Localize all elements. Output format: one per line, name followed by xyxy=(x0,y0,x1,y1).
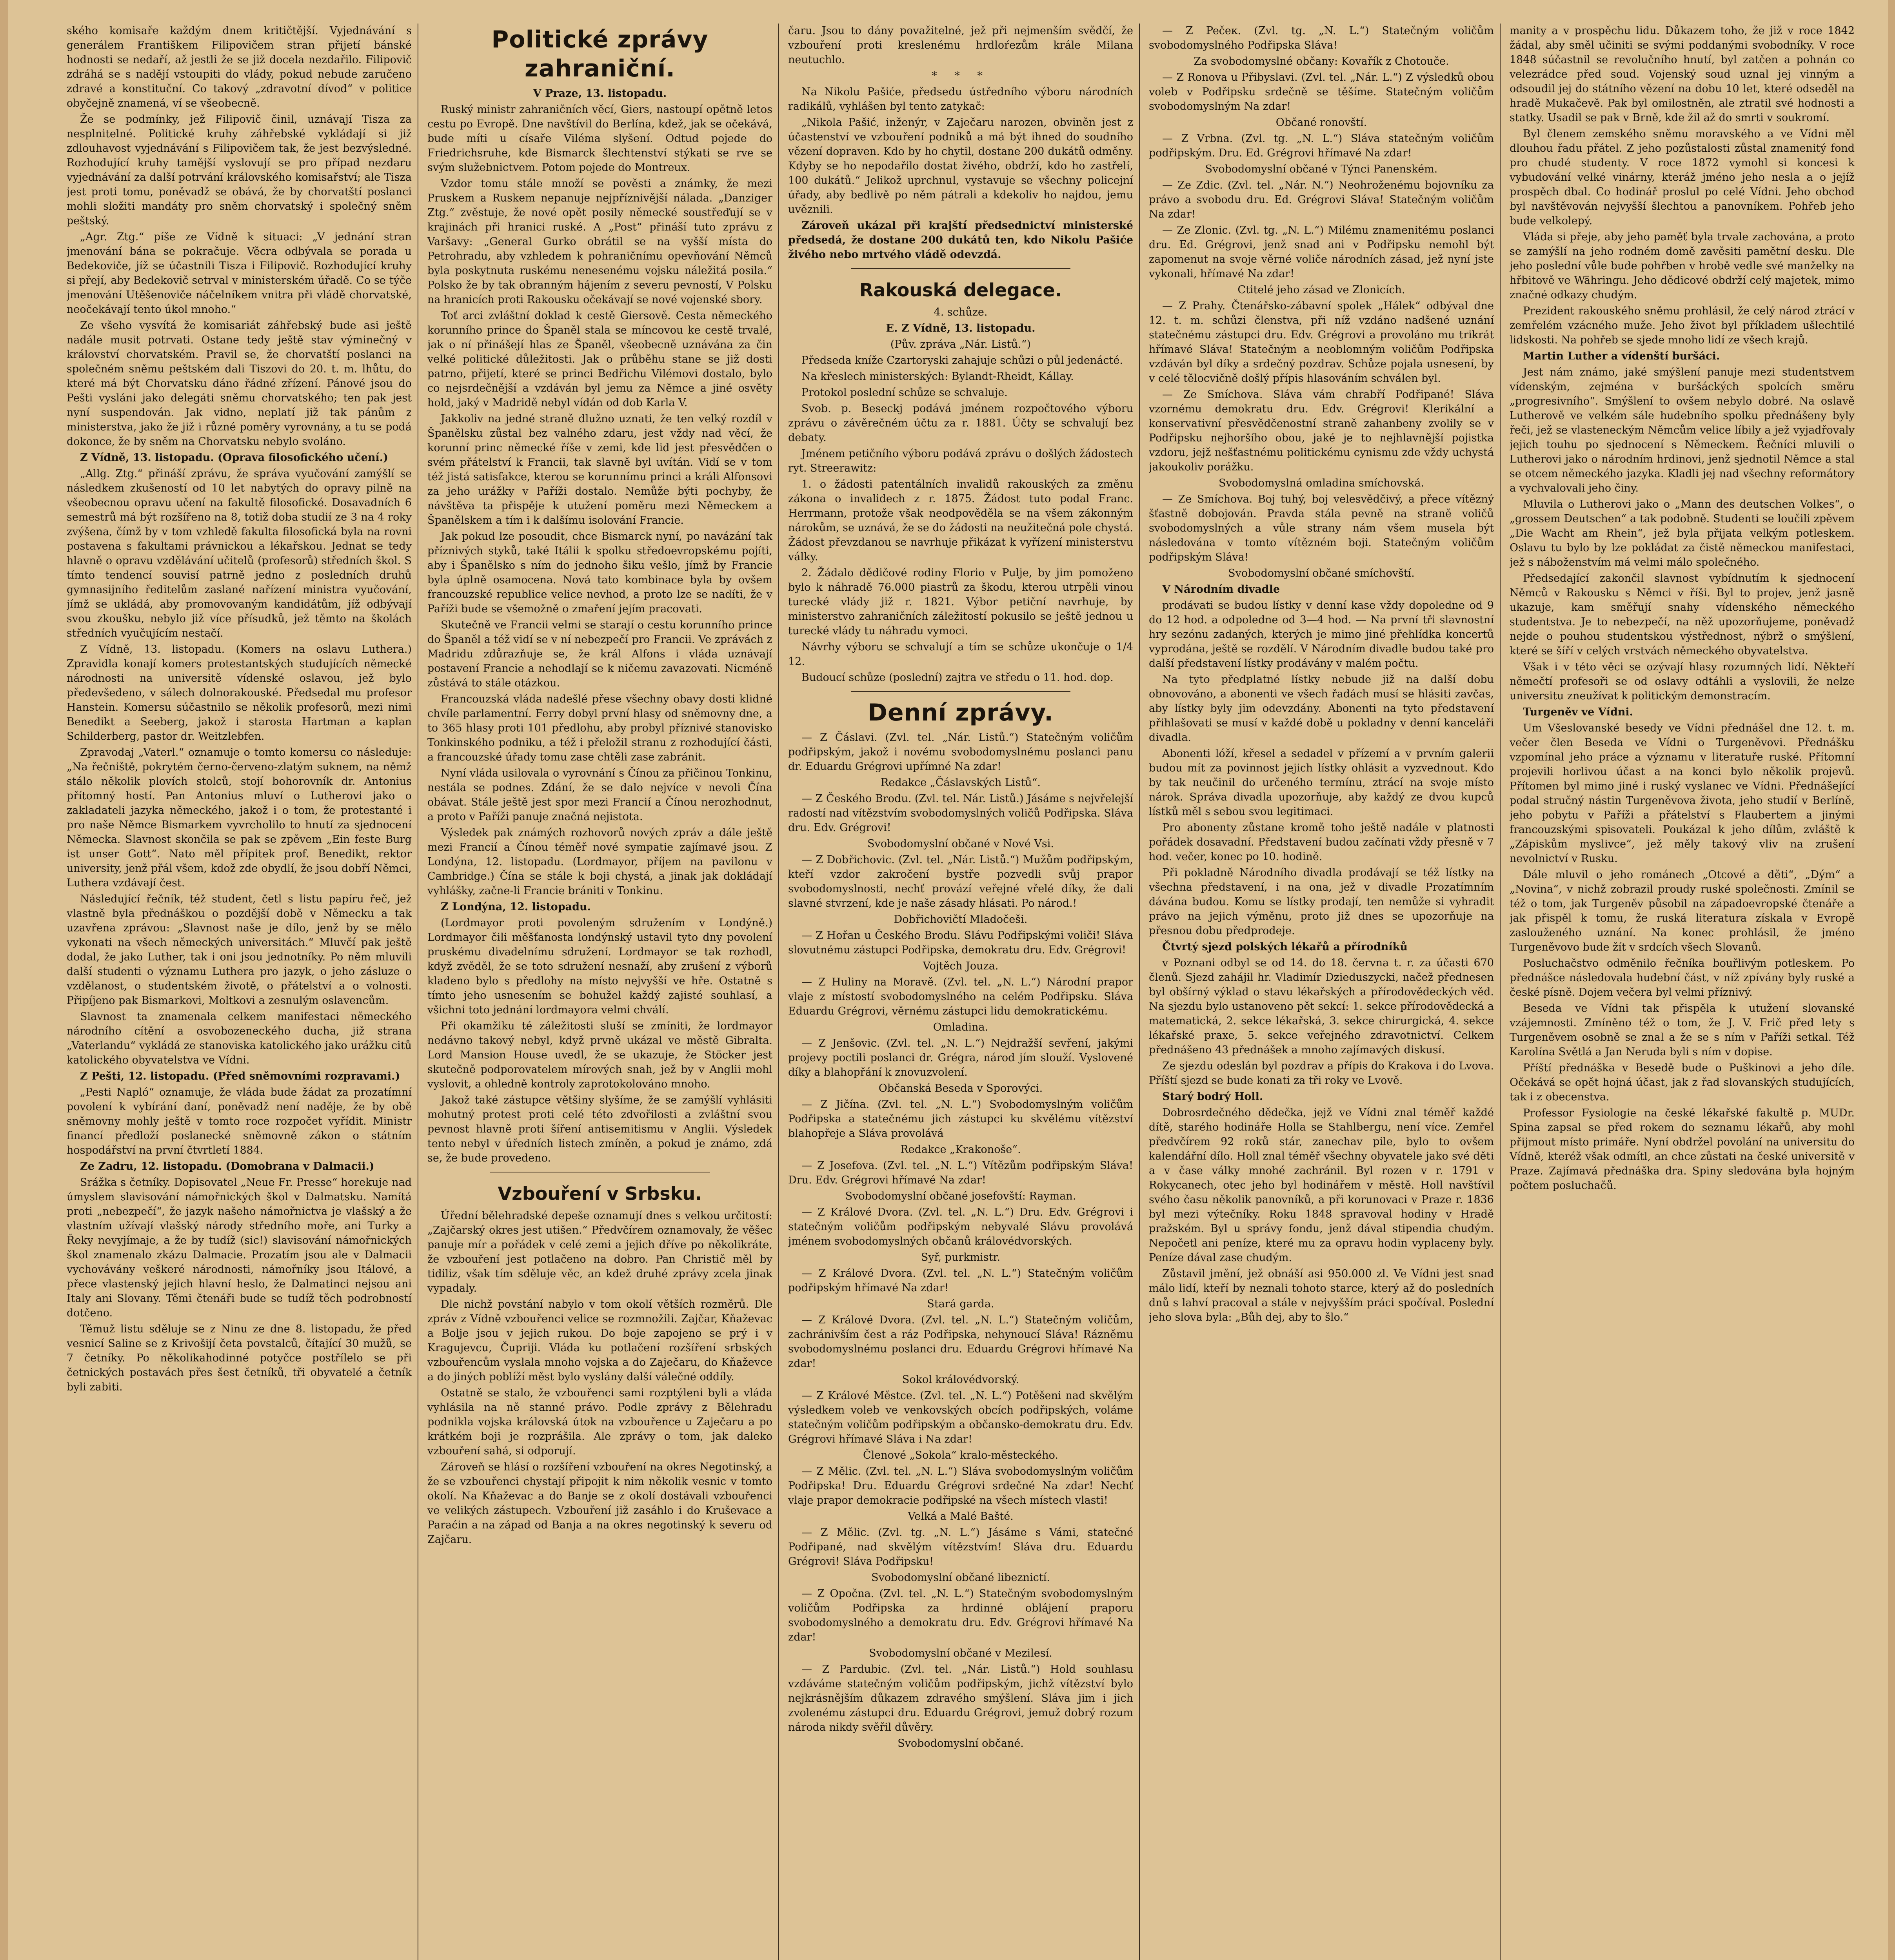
article-paragraph: Předsedající zakončil slavnost vybídnutím k sjednocení Němců v Rakousku s Němci v říši. Byl to projev, jenž jasně ukazuje, kam směřují snahy vídenského německého studentstva. Je to nebezpečí, na něž upozorňujeme, poněvadž nejde o pouhou studentskou výstřednost, nýbrž o smýšlení, které se šíří v celých vrstvách německého obyvatelstva. xyxy=(1510,572,1855,657)
telegram-item: — Z Dobřichovic. (Zvl. tel. „Nár. Listů.“) Mužům podřipským, kteří vzdor zakročení bystře pozvedli svůj prapor svobodomyslnosti, nechť provází veřejné vřelé díky, že dali slavné stvrzení, kde je naše zásady hlásati. Po národ.! xyxy=(788,854,1133,909)
article-paragraph: Zůstavil jmění, jež obnáší asi 950.000 zl. Ve Vídni jest snad málo lidí, kteří by neznali tohoto starce, který až do posledních dnů s lahví pracoval a stále v nejvyšším práci spočíval. Poslední jeho slova byla: „Bůh dej, aby to šlo.“ xyxy=(1149,1268,1494,1323)
article-paragraph: Zpravodaj „Vaterl.“ oznamuje o tomto komersu co následuje: „Na řečniště, pokrytém černo-červeno-zlatým suknem, na němž stálo několik plovích stolců, stojí bohorovník dr. Antonius přítomný hostí. Pan Antonius mluví o Lutherovi jako o zakladateli jazyka německého, jakož i o tom, že protestanté i pro naše Němce Bismarkem vyvrcholilo to hnutí za sjednocení Německa. Slavnost skončila se pak se zpěvem „Ein feste Burg ist unser Gott“. Nato měl přípitek prof. Benedikt, rektor university, jenž přál všem, kdož zde obydlí, že jsou dobří Němci, Luthera vzdávají čest. xyxy=(67,746,412,889)
column-2 xyxy=(427,24,772,1960)
article-paragraph: 1. o žádosti patentálních invalidů rakouských za změnu zákona o invalidech z r. 1875. Žádost tuto podal Franc. Herrmann, protože však neodpověděla se na všem zákonným nárokům, se uznává, že se do žádosti na neužitečná pole chystá. Žádost převzdanou se navrhuje přikázat k vyřízení ministerstvu války. xyxy=(788,478,1133,563)
article-paragraph: Předseda kníže Czartoryski zahajuje schůzi o půl jedenácté. xyxy=(801,354,1123,367)
article-paragraph: Posluchačstvo odměnilo řečníka bouřlivým potleskem. Po přednášce následovala hudební část, v níž zpívány byly ruské a české písně. Dojem večera byl velmi příznivý. xyxy=(1510,957,1855,998)
article-paragraph: Jakkoliv na jedné straně dlužno uznati, že ten velký rozdíl v Španělsku zůstal bez valného zdaru, jest vždy nad věcí, že korunní princ německé říše v zemi, kde lid jest přesvědčen o svém přátelství k Francii, tak slavně byl uvítán. Vidí se v tom též jistá satisfakce, kterou se korunnímu princi a králi Alfonsovi za jeho urážky v Paříži dostalo. Nemůže býti pochyby, že návštěva ta přispěje k utužení poměru mezi Německem a Španělskem a tím i k dalšímu isolování Francie. xyxy=(427,413,772,526)
telegram-item: — Z Mělic. (Zvl. tel. „N. L.“) Sláva svobodomyslným voličům Podřipska! Dru. Eduardu Grégrovi srdečné Na zdar! Nechť vlaje prapor demokracie podřipské na všech místech vlasti! xyxy=(788,1465,1133,1506)
column-1 xyxy=(67,24,412,1960)
telegram-signature: Svobodomyslní občané. xyxy=(898,1737,1024,1749)
telegram-signature: Sokol královédvorský. xyxy=(902,1374,1019,1386)
telegram-signature: Redakce „Čáslavských Listů“. xyxy=(881,777,1041,789)
telegram-item: — Ze Smíchova. Boj tuhý, boj velesvědčivý, a přece vítězný šťastně dobojován. Pravda stála pevně na straně voličů svobodomyslných a vůle strany nám všem musela být následována v tomto vítězném boji. Statečným voličům podřipským Sláva! xyxy=(1149,493,1494,563)
article-paragraph: Při okamžiku té záležitosti sluší se zmíniti, že lordmayor nedávno takový nebyl, když prvně ukázal ve městě Gibralta. Lord Mansion House uvedl, že se ukazuje, že Stöcker jest skutečně podporovatelem mírových snah, jež by v Anglii mohl vyslovit, a ohledně kontroly zaprotokolováno mnoho. xyxy=(427,1020,772,1090)
telegram-item: — Z Ronova u Přibyslavi. (Zvl. tel. „Nár. L.“) Z výsledků obou voleb v Podřipsku srdečně se těšíme. Statečným voličům svobodomyslným Na zdar! xyxy=(1149,71,1494,113)
article-paragraph: Svob. p. Beseckj podává jménem rozpočtového výboru zprávu o závěrečném účtu za r. 1881. Účty se schvalují bez debaty. xyxy=(788,403,1133,444)
telegram-signature: Omladina. xyxy=(933,1021,988,1033)
telegram-signature: Svobodomyslní občané smíchovští. xyxy=(1228,567,1415,579)
telegram-signature: Svobodomyslní občané josefovští: Rayman. xyxy=(845,1190,1076,1202)
article-paragraph: Nyní vláda usilovala o vyrovnání s Čínou za přičinou Tonkinu, nestála se podnes. Zdání, že se dalo nejvíce v nevoli Čína obávat. Stále ještě jest spor mezi Francií a Čínou nerozhodnut, a proto v Paříži panuje značná nejistota. xyxy=(427,767,772,823)
asterisk-divider: * * * xyxy=(932,70,990,82)
article-paragraph: Jménem petičního výboru podává zprávu o došlých žádostech ryt. Streerawitz: xyxy=(788,448,1133,474)
dateline: E. Z Vídně, 13. listopadu. xyxy=(886,322,1036,334)
article-paragraph: Návrhy výboru se schvalují a tím se schůze ukončuje o 1/4 12. xyxy=(788,641,1133,668)
article-paragraph: 2. Žádalo dědičové rodiny Florio v Pulje, by jim pomoženo bylo k náhradě 76.000 piastrů za škodu, kterou utrpěli vinou turecké vlády již r. 1821. Výbor petiční navrhuje, by ministerstvo zahraničních záležitostí pokusilo se ještě jednou u turecké vlády tu náhradu vymoci. xyxy=(788,567,1133,637)
article-paragraph: Při pokladně Národního divadla prodávají se též lístky na všechna představení, i na ona, jež v divadle Prozatímním dávána budou. Komu se lístky prodají, ten nemůže si vyhradit právo na jejich výměnu, proto již dnes se upozorňuje na přesnou dobu předprodeje. xyxy=(1149,867,1494,937)
telegram-item: — Z Jenšovic. (Zvl. tel. „N. L.“) Nejdražší sevření, jakými projevy poctili poslanci dr. Grégra, národ jím slouží. Vyslovené díky a blahopřání k znovuzvolení. xyxy=(788,1037,1133,1078)
article-paragraph: Však i v této věci se ozývají hlasy rozumných lidí. Někteří němečtí profesoři se od oslavy odtáhli a vyslovili, že nelze universitu zneužívat k politickým demonstracím. xyxy=(1510,661,1855,702)
article-paragraph: Příští přednáška v Besedě bude o Puškinovi a jeho díle. Očekává se opět hojná účast, jak z řad slovanských studujících, tak i z obecenstva. xyxy=(1510,1062,1855,1103)
separator-rule xyxy=(851,691,1070,692)
telegram-item: — Z Králové Městce. (Zvl. tel. „N. L.“) Potěšeni nad skvělým výsledkem voleb ve venkovských obcích podřipských, voláme statečným voličům podřipským a občansko-demokratu dru. Edv. Grégrovi hřímavé Sláva i Na zdar! xyxy=(788,1390,1133,1445)
news-item-heading: Turgeněv ve Vídni. xyxy=(1523,706,1633,718)
article-paragraph: Ostatně se stalo, že vzbouřenci sami rozptýleni byli a vláda vyhlásila na ně stanné právo. Podle zprávy z Bělehradu podnikla vojska královská útok na vzbouřence u Zaječaru a po krátkém boji je rozprášila. Ale zprávy o tom, jak daleko vzbouření sahá, si odporují. xyxy=(427,1387,772,1457)
telegram-item: — Z Jičína. (Zvl. tel. „N. L.“) Svobodomyslným voličům Podřipska a statečnému jich zástupci ku skvělému vítězství blahopřeje a Sláva provolává xyxy=(788,1098,1133,1140)
article-paragraph: Slavnost ta znamenala celkem manifestaci německého národního cítění a osvobozeneckého ducha, již strana „Vaterlandu“ vykládá ze stanoviska katolického jako urážku citů katolického obyvatelstva ve Vídni. xyxy=(67,1011,412,1066)
telegram-item: — Z Josefova. (Zvl. tel. „N. L.“) Vítězům podřipským Sláva! Dru. Edv. Grégrovi hřímavé Na zdar! xyxy=(788,1160,1133,1186)
telegram-signature: Vojtěch Jouza. xyxy=(923,960,999,972)
telegram-item: — Z Hořan u Českého Brodu. Slávu Podřipskými voliči! Sláva slovutnému zástupci Podřipska, demokratu dru. Edv. Grégrovi! xyxy=(788,929,1133,956)
article-paragraph: Z Vídně, 13. listopadu. (Komers na oslavu Luthera.) Zpravidla konají komers protestantských studujících německé národnosti na universitě vídenské oslavou, jež bylo předevšedeno, v sálech dolnorakouské. Předsedal mu profesor Hanstein. Komersu súčastnilo se několik profesorů, mezi nimi Benedikt a Seeberg, jakož i starosta Hartman a kaplan Schilderberg, pastor dr. Weitzlebfen. xyxy=(67,643,412,742)
telegram-signature: Svobodomyslní občané v Týnci Panenském. xyxy=(1205,163,1438,175)
article-paragraph: Jak pokud lze posoudit, chce Bismarck nyní, po navázání tak příznivých styků, také Itálii k spolku středoevropskému pojíti, aby i Španělsko s ním do jednoho šiku vešlo, jímž by Francie byla úplně osamocena. Nová tato kombinace byla by ovšem francouzské republice velice nevhod, a proto lze se nadíti, že v Paříži bude se všemožně o zmaření jejím pracovati. xyxy=(427,530,772,615)
dateline-heading: Z Londýna, 12. listopadu. xyxy=(441,901,591,913)
telegram-signature: Za svobodomyslné občany: Kovařík z Chotouče. xyxy=(1194,55,1449,67)
article-paragraph: (Lordmayor proti povoleným sdružením v Londýně.) Lordmayor čili měšťanosta londýnský ustavil tyto dny povolení pruskému divadelnímu sdružení. Lordmayor se tak rozhodl, když zvěděl, že se toto sdružení nesnaží, aby zrušení z výborů kladeno bylo s předlohy na místo nejvyšší ve hře. Ostatně s tímto jeho usnesením se bohužel každý zajisté souhlasí, a všichni toto jednání lordmayora velmi chválí. xyxy=(427,917,772,1016)
article-paragraph: Jakož také zástupce většiny slyšíme, že se zamýšlí vyhlásiti mohutný protest proti celé této zdvořilosti a zvláštní svou pevnost hlavně proti šíření antisemitismu v Anglii. Výsledek tento nebyl v úředních listech zmíněn, a pokud je známo, zdá se, že bude provedeno. xyxy=(427,1094,772,1164)
dateline-heading: Z Pešti, 12. listopadu. (Před sněmovními rozpravami.) xyxy=(80,1070,400,1082)
article-paragraph: Mluvila o Lutherovi jako o „Mann des deutschen Volkes“, o „grossem Deutschen“ a tak podobně. Studenti se loučili zpěvem „Die Wacht am Rhein“, jež byla přijata velkým potleskem. Oslavu tu bylo by lze pokládat za čistě německou manifestaci, jež s náboženstvím má velmi málo společného. xyxy=(1510,498,1855,568)
telegram-item: — Z Opočna. (Zvl. tel. „N. L.“) Statečným svobodomyslným voličům Podřipska za hrdinné oblájení praporu svobodomyslného a demokratu dru. Edv. Grégrovi hřímavé Na zdar! xyxy=(788,1588,1133,1643)
source-note: (Pův. zpráva „Nár. Listů.“) xyxy=(890,338,1031,350)
article-paragraph: Jest nám známo, jaké smýšlení panuje mezi studentstvem vídenským, zejména v buršáckých spolcích směru „progresivního“. Smýšlení to ovšem nebylo dobré. Na oslavě Lutherově ve velkém sále hudebního spolku přednášeny byly řeči, jež se vlasteneckým Němcům velice líbily a jež vyjadřovaly jejich touhu po sjednocení s Německem. Řečníci mluvili o Lutherovi jako o národním hrdinovi, jenž sjednotil Němce a stal se otcem německého jazyka. Kladli jej nad všechny reformátory a vychvalovali jeho činy. xyxy=(1510,366,1855,494)
telegram-item: — Ze Zlonic. (Zvl. tg. „N. L.“) Milému znamenitému poslanci dru. Ed. Grégrovi, jenž snad ani v Podřipsku nemohl být zapomenut na svoje věrné voliče národních zásad, jež nyní jste vykonali, hřímavé Na zdar! xyxy=(1149,224,1494,280)
article-paragraph: Vzdor tomu stále množí se pověsti a známky, že mezi Pruskem a Ruskem nepanuje nejpříznivější nálada. „Danziger Ztg.“ zvěstuje, že nové opět posily německé soustřeďují se v krajinách při hranici ruské. A „Post“ přináší tuto zprávu z Varšavy: „General Gurko obrátil se na vyšší místa do Petrohradu, aby vzhledem k pohraničnímu opevňování Němců byla poskytnuta ruskému nenesenému vojsku náležitá posila.“ Polsko že by tak obranným hájením z severu pevností, V Polsku na hranicích proti Rakousku očekávají se nové vojenské sbory. xyxy=(427,178,772,306)
news-item-heading: Starý bodrý Holl. xyxy=(1162,1091,1263,1103)
section-title-foreign-news: Politické zprávy zahraniční. xyxy=(491,26,709,82)
article-paragraph: Dobrosrdečného dědečka, jejž ve Vídni znal téměř každé dítě, starého hodináře Holla se Stahlbergu, není více. Zemřel předvčírem 92 roků stár, zanechav pile, bylo to ovšem kalendářní dílo. Holl znal téměř všechny obyvatele jako své děti a v čase války mnohé zachránil. Byl rozen v r. 1791 v Rokycanech, otec jeho byl hodinářem v městě. Holl navštívil svého času několik panovníků, a při korunovaci v Praze r. 1836 byl mezi výtečníky. Roku 1848 spravoval hodiny v Hradě pražském. Byl u správy fondu, jenž dával stipendia chudým. Nepočetl ani peníze, které mu za opravu hodin vyplaceny byly. Peníze dával zase chudým. xyxy=(1149,1107,1494,1264)
newspaper-page xyxy=(8,0,1888,1960)
telegram-signature: Svobodomyslní občané v Nové Vsi. xyxy=(867,838,1054,850)
sitting-number: 4. schůze. xyxy=(934,306,988,318)
article-paragraph: Ruský ministr zahraničních věcí, Giers, nastoupí opětně letos cestu po Evropě. Dne navštívil do Berlína, kdež, jak se očekává, bude míti u císaře Viléma slyšení. Odtud pojede do Friedrichsruhe, kde Bismarck šlechtenství stýkati se rve se svým služebnictvem. Potom pojede do Montreux. xyxy=(427,103,772,174)
telegram-signature: Členové „Sokola“ kralo-městeckého. xyxy=(863,1449,1059,1461)
article-paragraph: v Poznani odbyl se od 14. do 18. června t. r. za účasti 670 členů. Sjezd zahájil hr. Vladimír Dzieduszycki, načež přednesen byl obšírný výklad o stavu lékařských a přírodovědeckých věd. Na sjezdu bylo ustanoveno pět sekcí: 1. sekce přírodovědecká a matematická, 2. sekce lékařská, 3. sekce chirurgická, 4. sekce lékařské praxe, 5. sekce veřejného zdravotnictví. Celkem přednášeno 43 přednášek a mnoho zajímavých diskusí. xyxy=(1149,957,1494,1056)
dateline-heading: Z Vídně, 13. listopadu. (Oprava filosofického učení.) xyxy=(80,452,388,464)
article-paragraph: „Allg. Ztg.“ přináší zprávu, že správa vyučování zamýšlí se následkem zkušeností od 10 let nabytých do opravy pilně na všeobecnou opravu učení na fakultě filosofické. Dosavadních 6 semestrů má být rozšířeno na 8, totiž doba studií ze 3 na 4 roky zvýšena, čímž by v tom vzhledě fakulta filosofická byla na rovni postavena s fakultami právnickou a lékařskou. Jednat se tedy hlavně o opravu vzdělávání učitelů (profesorů) středních škol. S tímto tendencí souvisí patrně jedno z posledních druhů gymnasijního ředitelům zaslané nařízení ministra vyučování, jímž se ukládá, aby promovovaným kandidátům, jíž odbývají svou zkoušku, nebylo již více přísudků, jež těmto na školách středních vyučujícím nestačí. xyxy=(67,468,412,639)
article-paragraph: Pro abonenty zůstane kromě toho ještě nadále v platnosti pořádek dosavadní. Představení budou začínati vždy přesně v 7 hod. večer, konec po 10. hodině. xyxy=(1149,822,1494,863)
dateline: V Praze, 13. listopadu. xyxy=(533,87,667,100)
article-paragraph: Na křeslech ministerských: Bylandt-Rheidt, Kállay. xyxy=(801,370,1074,383)
dateline-heading: Ze Zadru, 12. listopadu. (Domobrana v Dalmacii.) xyxy=(80,1160,374,1172)
article-paragraph: „Nikola Pašić, inženýr, v Zaječaru narozen, obviněn jest z účastenství ve vzbouření podniků a má být ihned do soudního vězení dopraven. Kdo by ho chytil, dostane 200 dukátů odměny. Kdyby se ho nepodařilo dostat živého, obdrží, kdo ho zastřelí, 100 dukátů.“ Jelikož uprchnul, vystavuje se všechny policejní úřady, aby bedlivě po něm pátrali a kdekoliv ho najdou, jemu uvěznili. xyxy=(788,116,1133,216)
column-5 xyxy=(1510,24,1855,1960)
column-4 xyxy=(1149,24,1494,1960)
article-paragraph: „Pesti Napló“ oznamuje, že vláda bude žádat za prozatímní povolení k vybírání daní, poněvadž není naděje, že by obě sněmovny mohly ještě v tomto roce rozpočet vyřídit. Ministr financí předloží poslanecké sněmovně zákon o státním hospodářství na první čtvrtletí 1884. xyxy=(67,1086,412,1156)
telegram-signature: Občanská Beseda v Sporovýci. xyxy=(878,1082,1043,1094)
article-paragraph: ského komisaře každým dnem kritičtější. Vyjednávání s generálem Františkem Filipovičem stran přijetí bánské hodnosti se nedaří, až jestli že se již docela nezdařilo. Filipovič zdráhá se s nadějí vstoupiti do vlády, pokud nebude zaručeno zdravé a konstituční. Co takový „zdravotní dívod“ v politice obyčejně znamená, ví se všeobecně. xyxy=(67,25,412,109)
telegram-item: — Z Čáslavi. (Zvl. tel. „Nár. Listů.“) Statečným voličům podřipským, jakož i novému svobodomyslnému poslanci panu dr. Eduardu Grégrovi upřímné Na zdar! xyxy=(788,731,1133,773)
article-paragraph: Toť arci zvláštní doklad k cestě Giersově. Cesta německého korunního prince do Španěl stala se míncovou ke cestě trvalé, jak o ní přinášejí hlas ze Španěl, všeobecně uznávána za čin velké politické důležitosti. Jak o průběhu stane se již dosti patrno, přijetí, které se princi Bedřichu Vilémovi dostalo, bylo co nejsrdečnější a vzdáván byl jemu za Němce a jiné osvěty hold, jaký v Madridě nebyl vídán od dob Karla V. xyxy=(427,310,772,409)
telegram-signature: Syř, purkmistr. xyxy=(921,1251,1001,1263)
article-paragraph: Na tyto předplatné lístky nebude již na další dobu obnovováno, a abonenti ve všech řadách musí se hlásiti zavčas, aby lístky byly jim odevzdány. Abonenti na tyto představení přihlašovati se musí v každé době u pokladny v denní kanceláři divadla. xyxy=(1149,673,1494,744)
section-title-daily-news: Denní zprávy. xyxy=(868,699,1054,726)
telegram-signature: Svobodomyslní občané libeznictí. xyxy=(871,1572,1050,1584)
article-paragraph: Dle nichž povstání nabylo v tom okolí větších rozměrů. Dle zpráv z Vídně vzbouřenci velice se rozmnožili. Zajčar, Kňaževac a Bolje jsou v jejich rukou. Do boje zapojeno se prý i v Kragujevcu, Čupriji. Vláda ku potlačení rozšíření srbských vzbouřencům vyslala mnoho vojska a do Zaječaru, do Kňaževce a do jiných poblíží měst bylo vyslány další válečné oddíly. xyxy=(427,1298,772,1383)
article-paragraph: manity a v prospěchu lidu. Důkazem toho, že již v roce 1842 žádal, aby směl učiniti se svými poddanými svobodníky. V roce 1848 súčastnil se revolučního hnutí, byl zatčen a pohnán co velezrádce před soud. Vojenský soud uznal jej vinným a odsoudil jej do státního vězení na dobu 10 let, které odseděl na hradě Mukačevě. Pak byl omilostněn, ale ztratil své hodnosti a statky. Usadil se pak v Brně, kde žil až do smrti v soukromí. xyxy=(1510,25,1855,124)
telegram-item: — Z Králové Dvora. (Zvl. tel. „N. L.“) Statečným voličům podřipským hřímavé Na zdar! xyxy=(788,1267,1133,1294)
column-rule xyxy=(1500,24,1501,1960)
telegram-item: — Z Prahy. Čtenářsko-zábavní spolek „Hálek“ odbýval dne 12. t. m. schůzi členstva, při níž vzdáno nadšené uznání statečnému zástupci dru. Edv. Grégrovi a provoláno mu trikrát hřímavé Sláva! Statečným a neoblomným voličům Podřipska vzdáván byl díky a srdečný pozdrav. Schůze pojala usnesení, by v celé tělocvičně došlý přípis hlasováním schválen byl. xyxy=(1149,300,1494,385)
telegram-item: — Z Králové Dvora. (Zvl. tel. „N. L.“) Statečným voličům, zachránivším čest a ráz Podřipska, nehynoucí Sláva! Rázněmu svobodomyslnému poslanci dru. Eduardu Grégrovi hřímavé Na zdar! xyxy=(788,1314,1133,1370)
article-paragraph: Budoucí schůze (poslední) zajtra ve středu o 11. hod. dop. xyxy=(801,671,1114,684)
article-paragraph: Následující řečník, též student, četl s listu papíru řeč, jež vlastně byla přednáškou o pozdější době v Německu a tak uzavřena zprávou: „Slavnost naše je dílo, jenž by se mělo vykonati na všech německých universitách.“ Mluvčí pak ještě dodal, že jako Luther, tak i oni jsou jednotníky. Po něm mluvili další studenti o významu Luthera pro jazyk, o jeho zásluze o vzdělanost, o studentském životě, o přátelství a o volnosti. Připíjeno pak Bismarkovi, Moltkovi a zesnulým oslavencům. xyxy=(67,893,412,1007)
article-paragraph: Na Nikolu Pašiće, předsedu ústředního výboru národních radikálů, vyhlášen byl tento zatykač: xyxy=(788,86,1133,113)
article-paragraph: Srážka s četníky. Dopisovatel „Neue Fr. Presse“ horekuje nad úmyslem slavisování námořnických škol v Dalmatsku. Namítá proti „nebezpečí“, že jazyk našeho námořnictva je vlašský a že vlastním užívají vlašský národy středního moře, ani Turky a Řeky nevyjímaje, a že by tudíž (sic!) slavisování námořnických škol znamenalo zkázu Dalmacie. Prozatím jsou ale v Dalmacii vychovávány veškeré národnosti, námořníky jsou Itálové, a přece vlastenský jejich hlavní heslo, že Dalmatinci nejsou ani Italy ani Slovany. Těmi čtenáři bude se tudíž těch podrobností dotčeno. xyxy=(67,1176,412,1319)
news-item-heading: Martin Luther a vídenští buršáci. xyxy=(1523,350,1720,362)
telegram-item: — Z Králové Dvora. (Zvl. tel. „N. L.“) Dru. Edv. Grégrovi i statečným voličům podřipským nebyvalé Slávu provolává jménem svobodomyslných občanů královédvorských. xyxy=(788,1206,1133,1247)
separator-rule xyxy=(851,268,1070,269)
article-paragraph: Zároveň ukázal při krajští předsednictví ministerské předsedá, že dostane 200 dukátů ten, kdo Nikolu Pašiće živého nebo mrtvého vládě odevzdá. xyxy=(788,220,1133,261)
article-paragraph: Skutečně ve Francii velmi se starají o cestu korunního prince do Španěl a též vidí se v ní nebezpečí pro Francii. Ve zprávách z Madridu zdůrazňuje se, že král Alfons i vláda uznávají postavení Francie a nehodlají se k ničemu zavazovati. Nicméně zůstává to stále otázkou. xyxy=(427,619,772,689)
article-paragraph: Úřední bělehradské depeše oznamují dnes s velkou určitostí: „Zajčarský okres jest utišen.“ Předvčírem oznamovaly, že věšec panuje mír a pořádek v celé zemi a jejich dříve po několikráte, že vzbouření jest potlačeno na dobro. Pan Christič měl by tidiliz, však tím sděluje věc, an kdež druhé zprávy zcela jinak vypadaly. xyxy=(427,1210,772,1294)
telegram-item: — Z Českého Brodu. (Zvl. tel. Nár. Listů.) Jásáme s nejvřelejší radostí nad vítězstvím svobodomyslných voličů Podřipska. Sláva dru. Edv. Grégrovi! xyxy=(788,793,1133,834)
telegram-signature: Stará garda. xyxy=(927,1298,994,1310)
article-paragraph: Těmuž listu sděluje se z Ninu ze dne 8. listopadu, že před vesnicí Saline se z Krivošijí četa povstalců, čítající 30 mužů, se 7 četníky. Po několikahodinné potyčce postřílelo se při četnických postavách přes šest četníků, tři obyvatelé a četník byli zabiti. xyxy=(67,1323,412,1393)
article-paragraph: Že se podmínky, jež Filipovič činil, uznávají Tisza za nesplnitelné. Politické kruhy záhřebské vykládají si již zdlouhavost vyjednávání s Filipovičem tak, že jest bezvýsledné. Rozhodující kruhy tamější vyslovují se pro případ nezdaru vyjednávání za další potrvání královského komisařství; ale Tisza jest proti tomu, poněvadž se obává, že by chorvatští poslanci mohli složiti mandáty pro sněm chorvatský i společný sněm peštský. xyxy=(67,113,412,227)
column-rule xyxy=(778,24,779,1960)
article-paragraph: „Agr. Ztg.“ píše ze Vídně k situaci: „V jednání stran jmenování bána se pokračuje. Věcra odbývala se porada u Bedekoviče, jíž se účastnili Tisza i Filipovič. Rozhodující kruhy si přejí, aby Bedekovič setrval v ministerském úřadě. Co se týče jmenování Utěšenoviče náčelníkem vnitra při vládě chorvatské, neočekávají tento úkol mnoho.“ xyxy=(67,231,412,316)
article-paragraph: Ze sjezdu odeslán byl pozdrav a přípis do Krakova i do Lvova. Příští sjezd se bude konati za tři roky ve Lvově. xyxy=(1149,1060,1494,1087)
telegram-signature: Svobodomyslní občané v Mezilesí. xyxy=(869,1647,1052,1659)
telegram-signature: Občané ronovští. xyxy=(1275,116,1367,129)
telegram-item: — Z Vrbna. (Zvl. tg. „N. L.“) Sláva statečným voličům podřipským. Dru. Ed. Grégrovi hřímavé Na zdar! xyxy=(1149,132,1494,159)
article-paragraph: Prezident rakouského sněmu prohlásil, že celý národ ztrácí v zemřelém vzácného muže. Jeho život byl příkladem ušlechtilé lidskosti. Na pohřeb se sjede mnoho lidí ze všech krajů. xyxy=(1510,305,1855,346)
telegram-item: — Z Pardubic. (Zvl. tel. „Nár. Listů.“) Hold souhlasu vzdáváme statečným voličům podřipským, jichž vítězství bylo nejkrásnějším důkazem zdravého smýšlení. Sláva jim i jich zvolenému zástupci dru. Eduardu Grégrovi, jemuž dobrý rozum národa nikdy svěřil důvěry. xyxy=(788,1663,1133,1733)
article-paragraph: Byl členem zemského sněmu moravského a ve Vídni měl dlouhou řadu přátel. Z jeho pozůstalosti zůstal znamenitý fond pro chudé studenty. V roce 1872 vymohl si koncesi k vybudování velké vinárny, kteráž jméno jeho nesla a o jejíž prospěch dbal. Co hodinář proslul po celé Vídni. Jeho obchod byl navštěvován nejvyšší šlechtou a panovníkem. Pohřeb jeho bude velkolepý. xyxy=(1510,128,1855,227)
article-paragraph: Protokol poslední schůze se schvaluje. xyxy=(801,387,1008,399)
article-paragraph: Professor Fysiologie na české lékařské fakultě p. MUDr. Spina zapsal se před rokem do seznamu lékařů, aby mohl přijmout místo primáře. Nyní obdržel povolání na universitu do Vídně, kteréž však odmítl, an chce zůstati na české universitě v Praze. Zajímavá přednáška dra. Spiny sledována byla hojným počtem posluchačů. xyxy=(1510,1107,1855,1192)
article-paragraph: Um Všeslovanské besedy ve Vídni přednášel dne 12. t. m. večer člen Beseda ve Vídni o Turgeněvovi. Přednášku vzpomínal jeho práce a významu v literatuře ruské. Přítomní projevili horlivou účast a na konci bylo několik projevů. Přítomen byl mimo jiné i ruský vyslanec ve Vídni. Přednášející podal stručný nástin Turgeněvova života, jeho studií v Berlíně, jeho pobytu v Paříži a přátelství s Flaubertem a jinými francouzskými spisovateli. Poukázal k jeho dílům, zvláště k „Zápiskům myslivce“, jež měly takový vliv na zrušení nevolnictví v Rusku. xyxy=(1510,722,1855,865)
telegram-signature: Ctitelé jeho zásad ve Zlonicích. xyxy=(1237,284,1405,296)
news-item-heading: Čtvrtý sjezd polských lékařů a přírodníků xyxy=(1162,941,1408,953)
article-paragraph: Dále mluvil o jeho románech „Otcové a děti“, „Dým“ a „Novina“, v nichž zobrazil proudy ruské společnosti. Zmínil se též o tom, jak Turgeněv působil na západoevropské čtenáře a jak přispěl k tomu, že ruská literatura získala v Evropě zaslouženého uznání. Na konec prohlásil, že jméno Turgeněvovo bude žít v srdcích všech Slovanů. xyxy=(1510,869,1855,953)
article-paragraph: Zároveň se hlásí o rozšíření vzbouření na okres Negotinský, a že se vzbouřenci chystají připojit k nim několik vesnic v tomto okolí. Na Kňaževac a do Banje se z okolí dostávali vzbouřenci ve velikých zástupech. Vzbouření již zasáhlo i do Kruševace a Paraćin a na západ od Banja a na okres negotinský k severu od Zajčaru. xyxy=(427,1461,772,1546)
telegram-item: — Ze Smíchova. Sláva vám chrabří Podřipané! Sláva vzornému demokratu dru. Edv. Grégrovi! Klerikální a konservativní přesvědčenostní straně zahanbeny zvolily se v Podřipsku nejhoršího obou, jaké je to nejhlavnější pojistka vzdoru, jejž nešťastnému politickému cynismu zde vždy uchystá jakoukoliv porážku. xyxy=(1149,388,1494,473)
column-3 xyxy=(788,24,1133,1960)
article-paragraph: Abonenti lóží, křesel a sedadel v přízemí a v prvním galerii budou mít za povinnost jejich lístky ohlásit a vyzvednout. Kdo by tak neučinil do určeného termínu, ztrácí na svoje místo nárok. Správa divadla upozorňuje, aby každý ze dvou kupců lístků měl s sebou svou legitimaci. xyxy=(1149,748,1494,818)
article-paragraph: Beseda ve Vídni tak přispěla k utužení slovanské vzájemnosti. Zmíněno též o tom, že J. V. Frič před lety s Turgeněvem osobně se znal a že se s ním v Paříži setkal. Též Karolína Světlá a Jan Neruda byli s ním v dopise. xyxy=(1510,1002,1855,1058)
article-paragraph: Francouzská vláda nadešlé přese všechny obavy dosti klidné chvíle parlamentní. Ferry dobyl první hlasy od sněmovny dne, a to 365 hlasy proti 101 předlohu, aby probyl příznivé stanovisko Tonkinského podniku, a též i přeložil stranu z rozhodující části, a francouzské úřady tomu zase chtěli zase zabránit. xyxy=(427,693,772,763)
telegram-item: — Z Mělic. (Zvl. tg. „N. L.“) Jásáme s Vámi, statečné Podřipané, nad skvělým vítězstvím! Sláva dru. Eduardu Grégrovi! Sláva Podřipsku! xyxy=(788,1526,1133,1568)
article-paragraph: čaru. Jsou to dány považitelné, jež při nejmenším svědčí, že vzbouření proti kreslenému hrdloŕezům krále Milana neutuchlo. xyxy=(788,25,1133,66)
telegram-item: — Ze Zdic. (Zvl. tel. „Nár. N.“) Neohroženému bojovníku za právo a svobodu dru. Ed. Grégrovi Sláva! Statečným voličům Na zdar! xyxy=(1149,179,1494,220)
article-paragraph: Ze všeho vysvítá že komisariát záhřebský bude asi ještě nadále musit potrvati. Ostane tedy ještě stav výminečný v království chorvatském. Pravil se, že chorvatští poslanci na společném sněmu peštském dali Tiszovi do 20. t. m. lhůtu, do které má být Chorvatsku dáno řádné zřízení. Pánové jsou do Pešti vysláni jako delegáti sněmu chorvatského; ten pak jest nyní suspendován. Jak vidno, neplatí již tak pánům z ministerstva, jako že již i různé poměry vyrovnány, a tu se podá dokonce, že by sněm na Chorvatsku nebylo svoláno. xyxy=(67,319,412,448)
article-title-delegation: Rakouská delegace. xyxy=(859,279,1062,301)
telegram-item: — Z Huliny na Moravě. (Zvl. tel. „N. L.“) Národní prapor vlaje z místostí svobodomyslného na celém Podřipsku. Sláva Eduardu Grégrovi, věrnému zástupci lidu demokratickému. xyxy=(788,976,1133,1017)
article-title-serbia: Vzbouření v Srbsku. xyxy=(498,1183,702,1204)
column-rule xyxy=(1139,24,1140,1960)
telegram-item: — Z Pečeк. (Zvl. tg. „N. L.“) Statečným voličům svobodomyslného Podřipska Sláva! xyxy=(1149,25,1494,51)
article-paragraph: Výsledek pak známých rozhovorů nových zpráv a dále ještě mezi Francií a Čínou téměř nové sympatie zajímavé jsou. Z Londýna, 12. listopadu. (Lordmayor, příjem na pavilonu v Cambridge.) Čína se stále k boji chystá, a jinak jak dokládají vyhlášky, začne-li Francie brániti v Tonkinu. xyxy=(427,827,772,897)
article-paragraph: Vláda si přeje, aby jeho paměť byla trvale zachována, a proto se zamýšlí na jeho rodném domě zavěsiti pamětní desku. Dle jeho poslední vůle bude pohřben v hrobě vedle své manželky na hřbitově ve Währingu. Jeho dědicové obdrží celý majetek, mimo značné odkazy chudým. xyxy=(1510,231,1855,301)
article-paragraph: prodávati se budou lístky v denní kase vždy dopoledne od 9 do 12 hod. a odpoledne od 3—4 hod. — Na první tři slavnostní hry sezónu zadaných, kterých je mimo jiné přehlídka koncertů vyprodána, ještě se rozdělí. V Národním divadle budou také pro další představení lístky prodávány v malém počtu. xyxy=(1149,599,1494,670)
telegram-signature: Dobřichovičtí Mladočeši. xyxy=(894,913,1028,926)
telegram-signature: Svobodomyslná omladina smíchovská. xyxy=(1218,477,1424,489)
telegram-signature: Velká a Malé Bašté. xyxy=(908,1510,1014,1523)
news-item-heading: V Národním divadle xyxy=(1162,583,1280,595)
telegram-signature: Redakce „Krakonoše“. xyxy=(900,1143,1021,1156)
